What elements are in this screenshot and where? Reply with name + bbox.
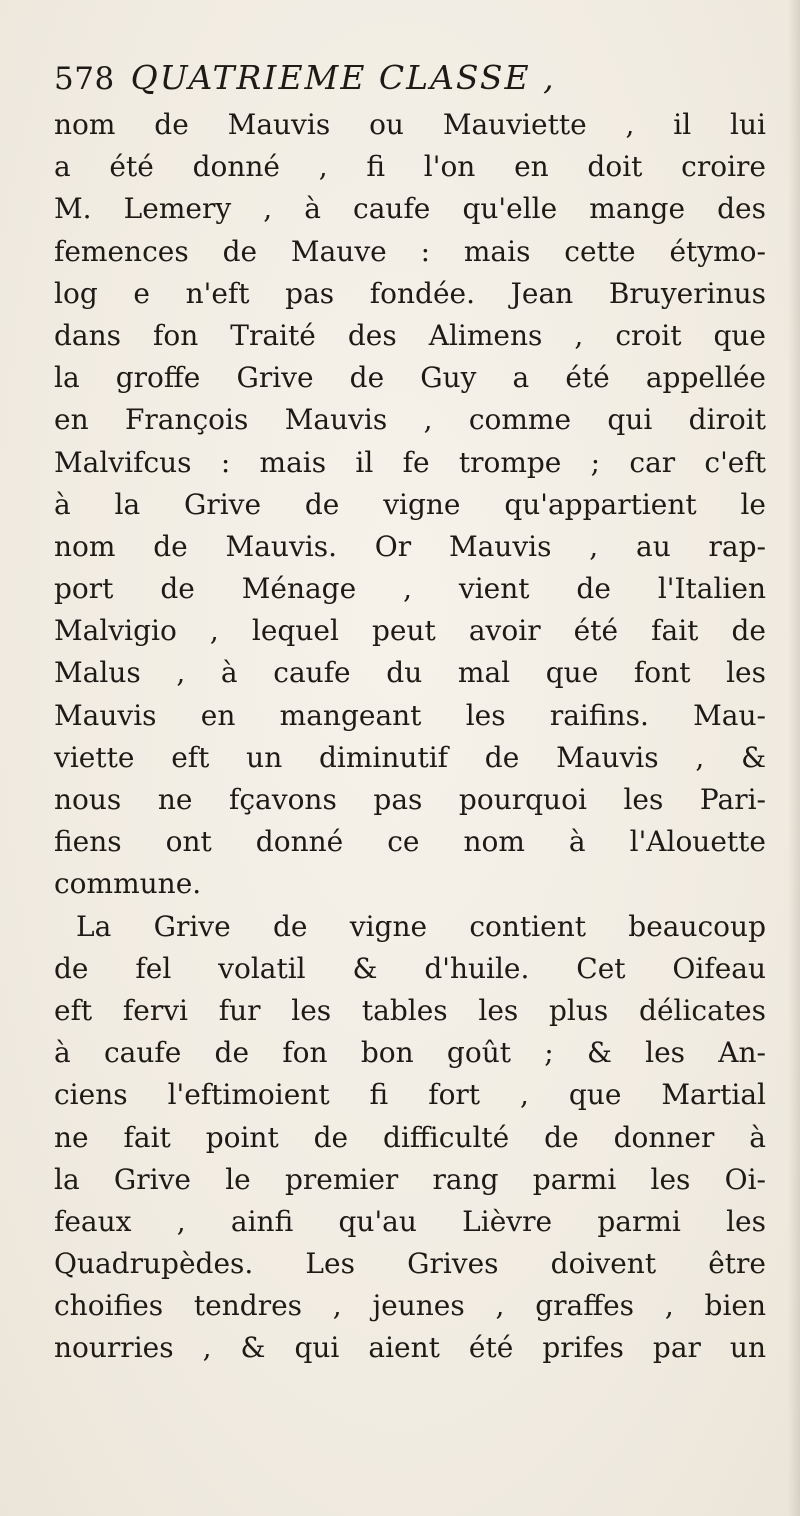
text-line: fiens ont donné ce nom à l'Alouette (54, 825, 766, 859)
text-line: viette eft un diminutif de Mauvis , & (54, 740, 766, 774)
text-line: à la Grive de vigne qu'appartient le (54, 487, 766, 521)
text-line: nom de Mauvis. Or Mauvis , au rap- (54, 529, 766, 563)
text-line: ciens l'eftimoient fi fort , que Martial (54, 1078, 766, 1112)
text-line: nourries , & qui aient été prifes par un (54, 1331, 766, 1365)
text-line: Malvigio , lequel peut avoir été fait de (54, 614, 766, 648)
text-line: a été donné , fi l'on en doit croire (54, 150, 766, 184)
text-line: en François Mauvis , comme qui diroit (54, 403, 766, 437)
text-line: de fel volatil & d'huile. Cet Oifeau (54, 951, 766, 985)
text-line: à caufe de fon bon goût ; & les An- (54, 1036, 766, 1070)
text-line: nous ne fçavons pas pourquoi les Pari- (54, 783, 766, 816)
text-line: la groffe Grive de Guy a été appellée (54, 361, 766, 395)
body-text (54, 104, 766, 1370)
text-line: port de Ménage , vient de l'Italien (54, 572, 766, 606)
running-title: QUATRIEME CLASSE , (130, 58, 556, 97)
page-edge-shadow (788, 0, 800, 1516)
text-line: La Grive de vigne contient beaucoup (76, 909, 766, 943)
text-line: M. Lemery , à caufe qu'elle mange des (54, 192, 766, 226)
text-line: commune. (54, 867, 202, 901)
text-line: Malus , à caufe du mal que font les (54, 656, 766, 690)
text-line: choifies tendres , jeunes , graffes , bien (54, 1289, 766, 1323)
text-line: ne fait point de difficulté de donner à (54, 1120, 766, 1154)
page-number: 578 (54, 61, 115, 97)
text-line: Quadrupèdes. Les Grives doivent être (54, 1247, 766, 1281)
text-line: Mauvis en mangeant les raifins. Mau- (54, 698, 766, 732)
text-line: eft fervi fur les tables les plus délicates (54, 993, 766, 1027)
running-head (54, 58, 754, 97)
text-line: femences de Mauve : mais cette étymo- (54, 234, 766, 268)
text-line: feaux , ainfi qu'au Lièvre parmi les (54, 1204, 766, 1238)
text-line: Malvifcus : mais il fe trompe ; car c'eft (54, 445, 766, 479)
text-line: nom de Mauvis ou Mauviette , il lui (54, 108, 766, 141)
text-line: dans fon Traité des Alimens , croit que (54, 318, 766, 352)
text-line: la Grive le premier rang parmi les Oi- (54, 1162, 766, 1196)
text-line: log e n'eft pas fondée. Jean Bruyerinus (54, 276, 766, 310)
